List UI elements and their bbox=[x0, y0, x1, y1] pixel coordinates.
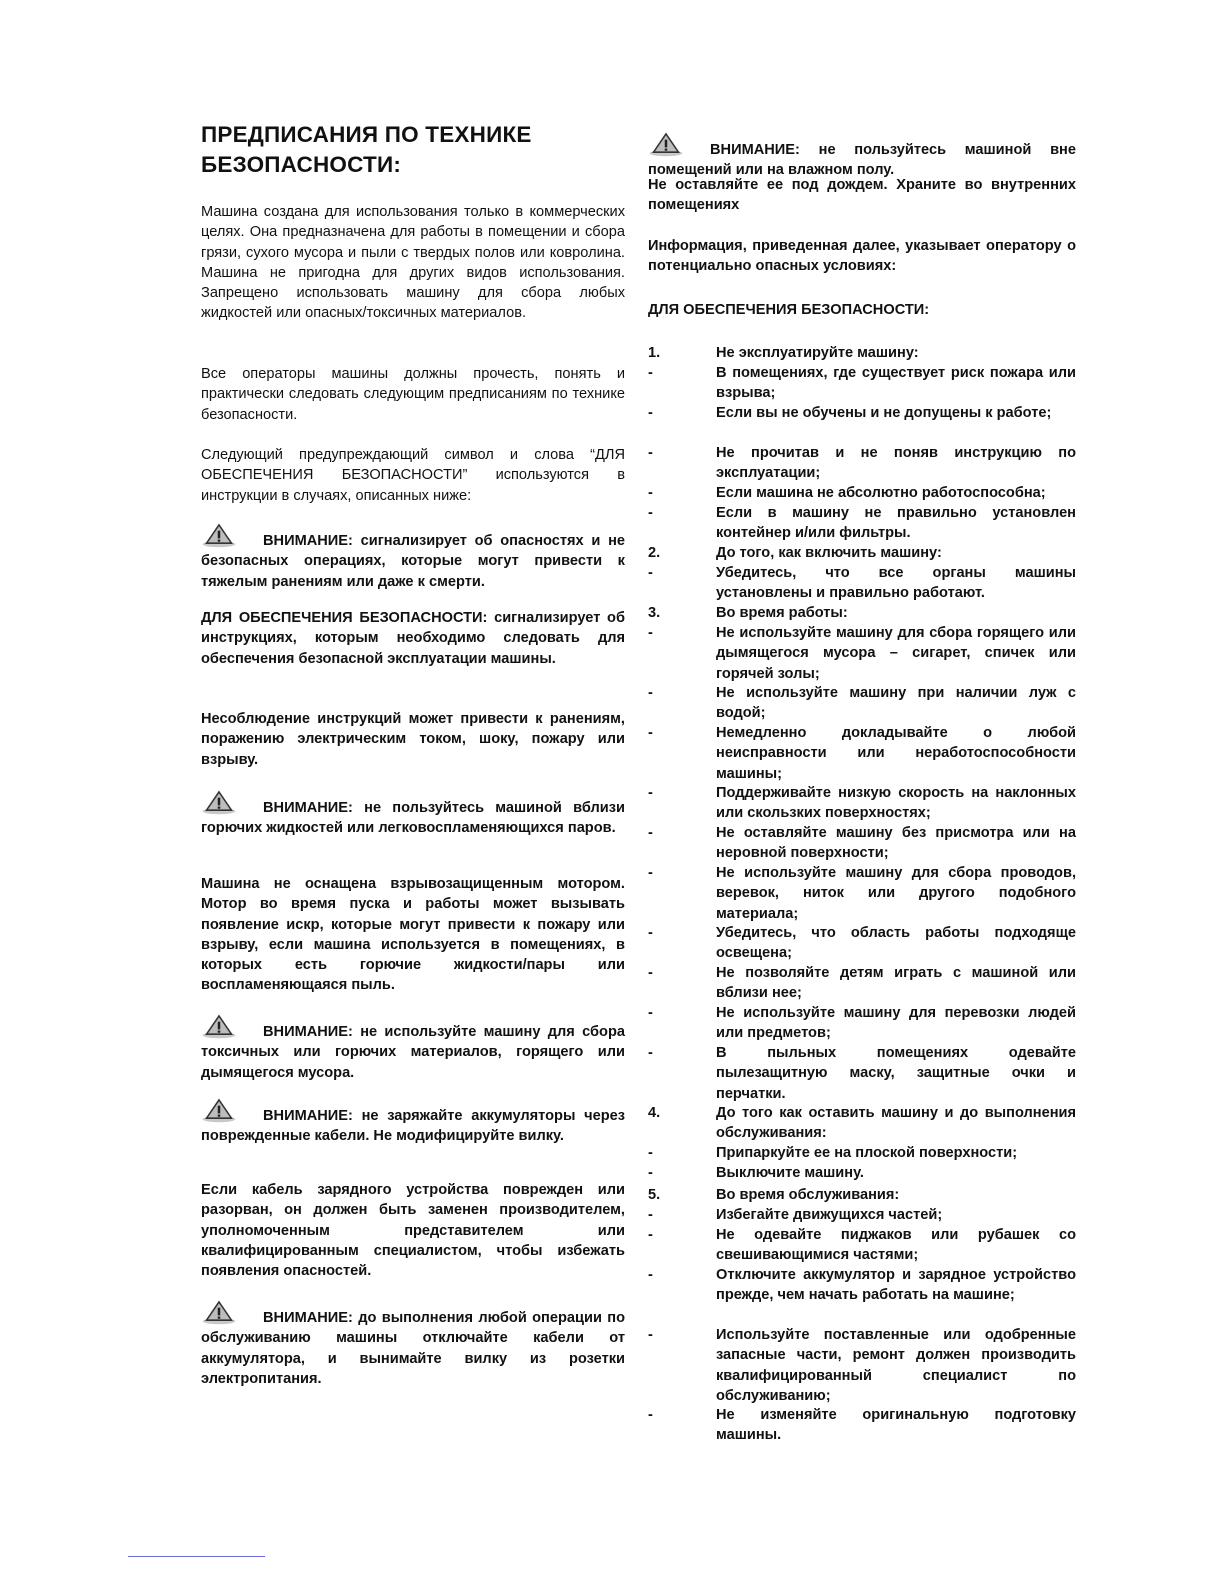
list-item-text: Выключите машину. bbox=[716, 1165, 864, 1181]
warning-flammable bbox=[201, 790, 625, 839]
warning-battery-cables bbox=[201, 1098, 625, 1147]
warning-triangle-icon bbox=[201, 790, 237, 815]
list-marker: - bbox=[648, 725, 653, 741]
list-marker: - bbox=[648, 785, 653, 801]
list-item-text: Используйте поставленные или одобренные запасные части, ремонт должен производить квалифицированный специалист по обслуживанию; bbox=[716, 1327, 1076, 1404]
list-item-text: Не изменяйте оригинальную подготовку машины. bbox=[716, 1407, 1076, 1444]
list-marker: - bbox=[648, 685, 653, 701]
list-item-text: В помещениях, где существует риск пожара или взрыва; bbox=[716, 365, 1076, 402]
list-item-text: Не эксплуатируйте машину: bbox=[716, 345, 919, 361]
list-item-text: Припаркуйте ее на плоской поверхности; bbox=[716, 1145, 1018, 1161]
list-marker: - bbox=[648, 505, 653, 521]
noncompliance-paragraph: Несоблюдение инструкций может привести к ранениям, поражению электрическим током, шоку, пожару или взрыву. bbox=[201, 711, 625, 768]
list-marker: - bbox=[648, 965, 653, 981]
operators-paragraph: Все операторы машины должны прочесть, понять и практически следовать следующим предписаниям по технике безопасности. bbox=[201, 366, 625, 423]
list-item-text: До того, как включить машину: bbox=[716, 545, 942, 561]
warning-text: ВНИМАНИЕ: не пользуйтесь машиной вне помещений или на влажном полу. bbox=[648, 142, 1076, 179]
list-marker: 5. bbox=[648, 1187, 661, 1203]
rain-paragraph: Не оставляйте ее под дождем. Храните во внутренних помещениях bbox=[648, 177, 1076, 214]
motor-paragraph: Машина не оснащена взрывозащищенным мотором. Мотор во время пуска и работы может вызывать появление искр, которые могут привести к пожару или взрыву, если машина используется в помещениях, в которых есть горючие жидкости/пары или воспламеняющаяся пыль. bbox=[201, 876, 625, 994]
list-marker: - bbox=[648, 1227, 653, 1243]
warning-danger bbox=[201, 523, 625, 592]
charger-cable-paragraph: Если кабель зарядного устройства поврежден или разорван, он должен быть заменен производителем, уполномоченным представителем или квалифицированным специалистом, чтобы избежать появления опасностей. bbox=[201, 1182, 625, 1280]
safety-heading: ДЛЯ ОБЕСПЕЧЕНИЯ БЕЗОПАСНОСТИ: bbox=[648, 302, 930, 318]
symbol-paragraph: Следующий предупреждающий символ и слова “ДЛЯ ОБЕСПЕЧЕНИЯ БЕЗОПАСНОСТИ” используются в инструкции в случаях, описанных ниже: bbox=[201, 447, 625, 504]
info-paragraph: Информация, приведенная далее, указывает оператору о потенциально опасных условиях: bbox=[648, 238, 1076, 275]
list-marker: - bbox=[648, 825, 653, 841]
list-marker: - bbox=[648, 365, 653, 381]
warning-text: ВНИМАНИЕ: не заряжайте аккумуляторы через поврежденные кабели. Не модифицируйте вилку. bbox=[201, 1108, 625, 1145]
list-item-text: Поддерживайте низкую скорость на наклонных или скользких поверхностях; bbox=[716, 785, 1076, 822]
list-item-text: Если в машину не правильно установлен контейнер и/или фильтры. bbox=[716, 505, 1076, 542]
list-marker: - bbox=[648, 565, 653, 581]
list-marker: - bbox=[648, 1267, 653, 1283]
list-marker: - bbox=[648, 405, 653, 421]
list-item-text: Не используйте машину при наличии луж с водой; bbox=[716, 685, 1076, 722]
warning-outdoor bbox=[648, 132, 1076, 181]
warning-triangle-icon bbox=[201, 1014, 237, 1039]
list-marker: - bbox=[648, 625, 653, 641]
warning-text: ВНИМАНИЕ: сигнализирует об опасностях и не безопасных операциях, которые могут привести к тяжелым ранениям или даже к смерти. bbox=[201, 533, 625, 590]
list-item-text: Немедленно докладывайте о любой неисправности или неработоспособности машины; bbox=[716, 725, 1076, 782]
list-item-text: Не оставляйте машину без присмотра или на неровной поверхности; bbox=[716, 825, 1076, 862]
list-item-text: Избегайте движущихся частей; bbox=[716, 1207, 943, 1223]
warning-triangle-icon bbox=[201, 1300, 237, 1325]
list-item-text: Отключите аккумулятор и зарядное устройство прежде, чем начать работать на машине; bbox=[716, 1267, 1076, 1304]
intro-paragraph: Машина создана для использования только в коммерческих целях. Она предназначена для работы в помещении и сбора грязи, сухого мусора и пыли с твердых полов или ковролина. Машина не пригодна для других видов использования. Запрещено использовать машину для сбора любых жидкостей или опасных/токсичных материалов. bbox=[201, 204, 625, 322]
list-item-text: Не используйте машину для сбора проводов, веревок, ниток или другого подобного материала; bbox=[716, 865, 1076, 922]
list-item-text: Не позволяйте детям играть с машиной или вблизи нее; bbox=[716, 965, 1076, 1002]
list-marker: 2. bbox=[648, 545, 661, 561]
list-marker: - bbox=[648, 1165, 653, 1181]
list-marker: 3. bbox=[648, 605, 661, 621]
list-item-text: До того как оставить машину и до выполнения обслуживания: bbox=[716, 1105, 1076, 1142]
safety-definition-paragraph: ДЛЯ ОБЕСПЕЧЕНИЯ БЕЗОПАСНОСТИ: сигнализирует об инструкциях, которым необходимо следовать для обеспечения безопасной эксплуатации машины. bbox=[201, 610, 625, 667]
footer-rule bbox=[128, 1556, 265, 1557]
list-item-text: Если машина не абсолютно работоспособна; bbox=[716, 485, 1046, 501]
warning-text: ВНИМАНИЕ: не пользуйтесь машиной вблизи горючих жидкостей или легковоспламеняющихся паров. bbox=[201, 800, 625, 837]
list-marker: 4. bbox=[648, 1105, 661, 1121]
list-item-text: Убедитесь, что все органы машины установлены и правильно работают. bbox=[716, 565, 1076, 602]
list-item-text: Не одевайте пиджаков или рубашек со свешивающимися частями; bbox=[716, 1227, 1076, 1264]
list-marker: - bbox=[648, 1327, 653, 1343]
list-item-text: Убедитесь, что область работы подходяще освещена; bbox=[716, 925, 1076, 962]
warning-maintenance bbox=[201, 1300, 625, 1389]
list-item-text: Если вы не обучены и не допущены к работе; bbox=[716, 405, 1052, 421]
list-marker: - bbox=[648, 1045, 653, 1061]
warning-triangle-icon bbox=[201, 523, 237, 548]
list-item-text: Не используйте машину для перевозки людей или предметов; bbox=[716, 1005, 1076, 1042]
list-marker: - bbox=[648, 1407, 653, 1423]
warning-text: ВНИМАНИЕ: не используйте машину для сбора токсичных или горючих материалов, горящего или дымящегося мусора. bbox=[201, 1024, 625, 1081]
warning-triangle-icon bbox=[648, 132, 684, 157]
list-marker: - bbox=[648, 865, 653, 881]
list-item-text: В пыльных помещениях одевайте пылезащитную маску, защитные очки и перчатки. bbox=[716, 1045, 1076, 1102]
list-marker: - bbox=[648, 1145, 653, 1161]
list-marker: - bbox=[648, 925, 653, 941]
list-item-text: Во время обслуживания: bbox=[716, 1187, 900, 1203]
list-marker: - bbox=[648, 485, 653, 501]
list-item-text: Не используйте машину для сбора горящего или дымящегося мусора – сигарет, спичек или горячей золы; bbox=[716, 625, 1076, 682]
list-marker: - bbox=[648, 445, 653, 461]
list-item-text: Не прочитав и не поняв инструкцию по эксплуатации; bbox=[716, 445, 1076, 482]
page-title: ПРЕДПИСАНИЯ ПО ТЕХНИКЕ БЕЗОПАСНОСТИ: bbox=[201, 122, 532, 177]
list-marker: - bbox=[648, 1207, 653, 1223]
list-marker: - bbox=[648, 1005, 653, 1021]
warning-toxic bbox=[201, 1014, 625, 1083]
warning-triangle-icon bbox=[201, 1098, 237, 1123]
warning-text: ВНИМАНИЕ: до выполнения любой операции по обслуживанию машины отключайте кабели от аккумулятора, и вынимайте вилку из розетки электропитания. bbox=[201, 1310, 625, 1387]
list-marker: 1. bbox=[648, 345, 661, 361]
list-item-text: Во время работы: bbox=[716, 605, 848, 621]
